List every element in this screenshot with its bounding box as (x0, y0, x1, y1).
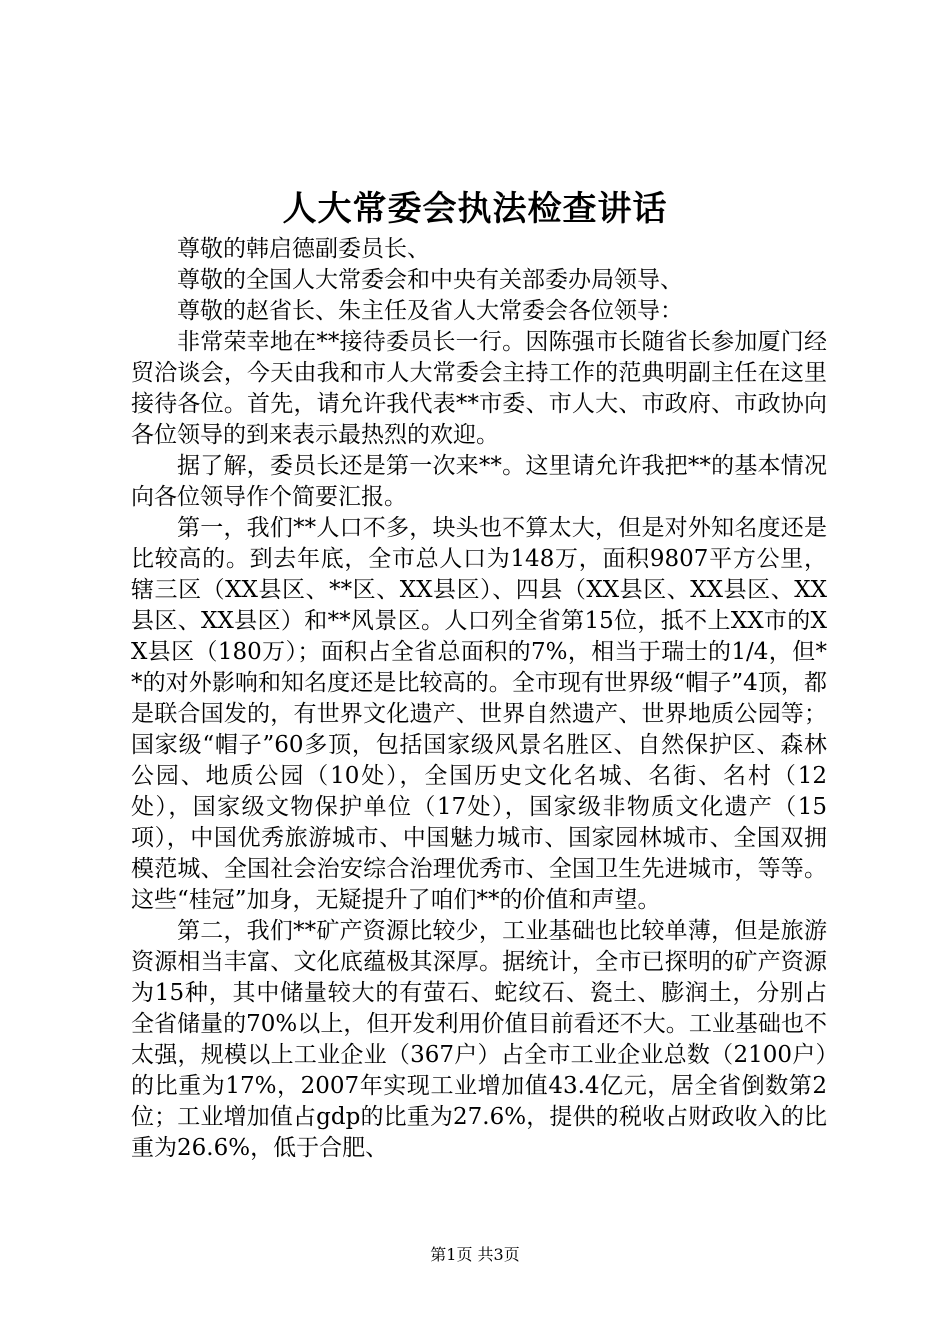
salutation-2: 尊敬的全国人大常委会和中央有关部委办局领导、 (177, 267, 683, 293)
document-body (131, 234, 827, 1164)
paragraph-second: 第二，我们**矿产资源比较少，工业基础也比较单薄，但是旅游资源相当丰富、文化底蕴极其深厚。据统计，全市已探明的矿产资源为15种，其中储量较大的有萤石、蛇纹石、瓷土、膨润土，分别占全省储量的70%以上，但开发利用价值目前看还不大。工业基础也不太强，规模以上工业企业（367户）占全市工业企业总数（2100户）的比重为17%，2007年实现工业增加值43.4亿元，居全省倒数第2位；工业增加值占gdp的比重为27.6%，提供的税收占财政收入的比重为26.6%，低于合肥、 (131, 918, 827, 1161)
document-title: 人大常委会执法检查讲话 (282, 189, 668, 229)
page-footer: 第1页 共3页 (430, 1245, 520, 1264)
paragraph-intro: 据了解，委员长还是第一次来**。这里请允许我把**的基本情况向各位领导作个简要汇报。 (131, 453, 827, 510)
salutation-3: 尊敬的赵省长、朱主任及省人大常委会各位领导： (177, 298, 683, 324)
salutation-1: 尊敬的韩启德副委员长、 (177, 236, 430, 262)
paragraph-welcome: 非常荣幸地在**接待委员长一行。因陈强市长随省长参加厦门经贸洽谈会，今天由我和市人大常委会主持工作的范典明副主任在这里接待各位。首先，请允许我代表**市委、市人大、市政府、市政协向各位领导的到来表示最热烈的欢迎。 (131, 329, 827, 448)
paragraph-first: 第一，我们**人口不多，块头也不算太大，但是对外知名度还是比较高的。到去年底，全市总人口为148万，面积9807平方公里，辖三区（XX县区、**区、XX县区）、四县（XX县区、XX县区、XX县区、XX县区）和**风景区。人口列全省第15位，抵不上XX市的XX县区（180万）；面积占全省总面积的7%，相当于瑞士的1/4，但**的对外影响和知名度还是比较高的。全市现有世界级“帽子”4顶，都是联合国发的，有世界文化遗产、世界自然遗产、世界地质公园等；国家级“帽子”60多顶，包括国家级风景名胜区、自然保护区、森林公园、地质公园（10处），全国历史文化名城、名街、名村（12处），国家级文物保护单位（17处），国家级非物质文化遗产（15项），中国优秀旅游城市、中国魅力城市、国家园林城市、全国双拥模范城、全国社会治安综合治理优秀市、全国卫生先进城市，等等。这些“桂冠”加身，无疑提升了咱们**的价值和声望。 (131, 515, 827, 913)
